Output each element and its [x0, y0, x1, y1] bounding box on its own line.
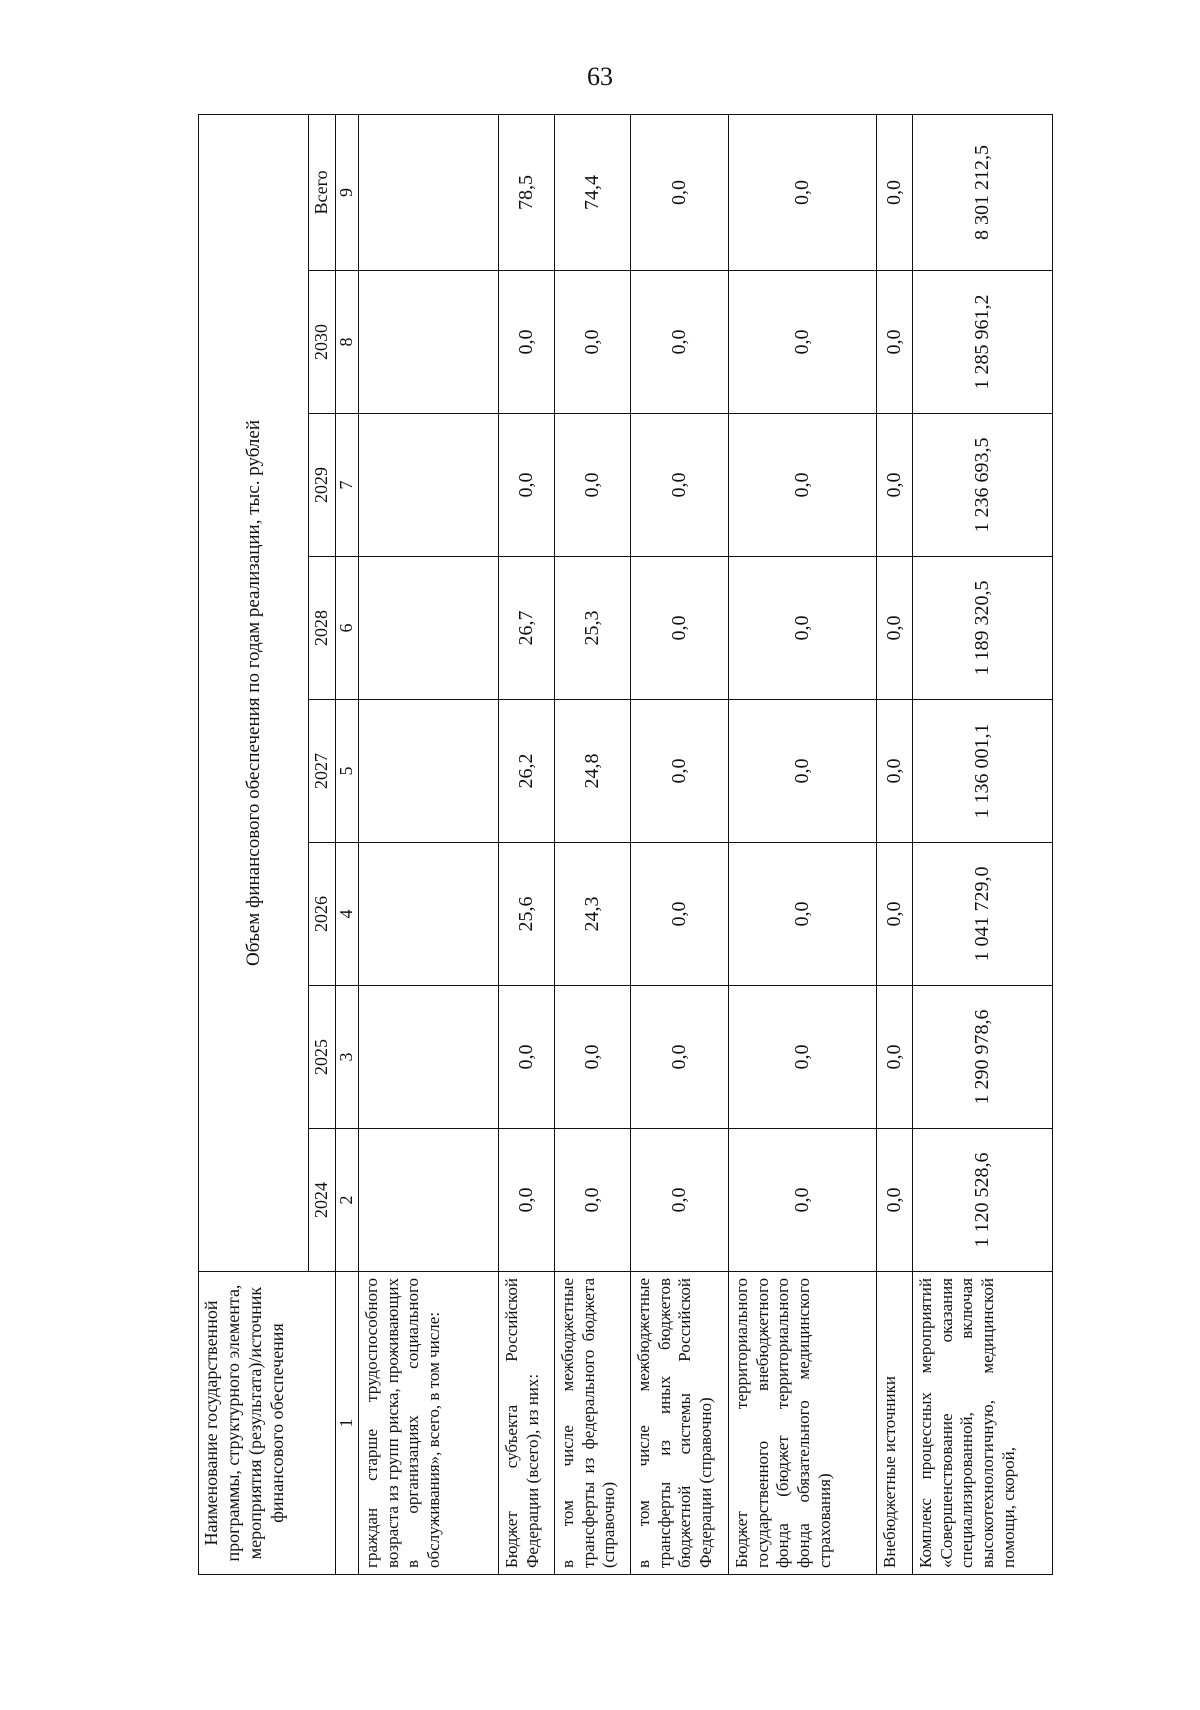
- row-value: 0,0: [876, 114, 912, 270]
- row-value: 0,0: [728, 986, 876, 1129]
- table-row: [554, 114, 630, 1574]
- header-name-column: Наименование государственной программы, структурного элемента, мероприятия (результата)/источник финансового обеспечения: [199, 1272, 336, 1575]
- column-number: 2: [335, 1129, 358, 1272]
- row-value: 0,0: [554, 986, 630, 1129]
- row-value: 0,0: [498, 271, 554, 414]
- header-year: 2025: [309, 986, 336, 1129]
- header-year: 2026: [309, 843, 336, 986]
- row-value: 1 285 961,2: [912, 271, 1052, 414]
- row-value: [358, 1129, 498, 1272]
- row-name: в том числе межбюджетные трансферты из федерального бюджета (справочно): [554, 1272, 630, 1575]
- header-year: 2027: [309, 700, 336, 843]
- row-value: 0,0: [630, 271, 728, 414]
- row-value: 0,0: [554, 414, 630, 557]
- row-value: [358, 843, 498, 986]
- row-value: [358, 271, 498, 414]
- row-value: 0,0: [498, 1129, 554, 1272]
- table-row: [876, 114, 912, 1574]
- row-value: 8 301 212,5: [912, 114, 1052, 270]
- row-value: 1 136 001,1: [912, 700, 1052, 843]
- header-financing-group: Объем финансового обеспечения по годам реализации, тыс. рублей: [199, 114, 309, 1271]
- column-number: 7: [335, 414, 358, 557]
- row-value: 0,0: [876, 271, 912, 414]
- row-value: 0,0: [876, 1129, 912, 1272]
- row-value: 0,0: [728, 1129, 876, 1272]
- row-value: 0,0: [630, 843, 728, 986]
- row-name: Внебюджетные источники: [876, 1272, 912, 1575]
- header-row-numbers: [335, 114, 358, 1574]
- row-value: 26,7: [498, 557, 554, 700]
- row-value: 24,3: [554, 843, 630, 986]
- row-value: [358, 700, 498, 843]
- column-number: 6: [335, 557, 358, 700]
- rotated-table-container: [198, 115, 1048, 1575]
- column-number: 5: [335, 700, 358, 843]
- row-value: 1 236 693,5: [912, 414, 1052, 557]
- row-value: 0,0: [630, 700, 728, 843]
- row-value: 0,0: [630, 557, 728, 700]
- row-name: Комплекс процессных мероприятий «Совершенствование оказания специализированной, включая высокотехнологичную, медицинской помощи, скорой,: [912, 1272, 1052, 1575]
- header-total: Всего: [309, 114, 336, 270]
- row-value: [358, 986, 498, 1129]
- row-value: 1 120 528,6: [912, 1129, 1052, 1272]
- row-value: 25,3: [554, 557, 630, 700]
- row-value: 0,0: [728, 414, 876, 557]
- table-row: [912, 114, 1052, 1574]
- table-row: [728, 114, 876, 1574]
- row-name: граждан старше трудоспособного возраста из групп риска, проживающих в организациях социального обслуживания», всего, в том числе:: [358, 1272, 498, 1575]
- row-value: 0,0: [630, 1129, 728, 1272]
- row-value: 0,0: [876, 414, 912, 557]
- column-number: 8: [335, 271, 358, 414]
- row-value: 0,0: [728, 700, 876, 843]
- row-value: 0,0: [630, 414, 728, 557]
- table-row: [630, 114, 728, 1574]
- row-value: 0,0: [876, 843, 912, 986]
- row-value: [358, 414, 498, 557]
- header-year: 2030: [309, 271, 336, 414]
- row-name: в том числе межбюджетные трансферты из иных бюджетов бюджетной системы Российской Федерации (справочно): [630, 1272, 728, 1575]
- row-value: 0,0: [876, 700, 912, 843]
- header-year: 2028: [309, 557, 336, 700]
- row-value: 0,0: [554, 271, 630, 414]
- row-value: 78,5: [498, 114, 554, 270]
- row-value: 0,0: [498, 414, 554, 557]
- page-number: 63: [587, 62, 613, 91]
- column-number: 4: [335, 843, 358, 986]
- row-value: 0,0: [728, 843, 876, 986]
- row-value: 1 290 978,6: [912, 986, 1052, 1129]
- header-year: 2024: [309, 1129, 336, 1272]
- row-name: Бюджет субъекта Российской Федерации (всего), из них:: [498, 1272, 554, 1575]
- column-number: 9: [335, 114, 358, 270]
- header-year: 2029: [309, 414, 336, 557]
- column-number: 3: [335, 986, 358, 1129]
- row-value: 0,0: [728, 114, 876, 270]
- financing-table: [198, 114, 1053, 1575]
- row-value: [358, 557, 498, 700]
- row-value: 25,6: [498, 843, 554, 986]
- row-value: 0,0: [554, 1129, 630, 1272]
- row-value: 1 041 729,0: [912, 843, 1052, 986]
- row-value: 0,0: [498, 986, 554, 1129]
- row-value: 24,8: [554, 700, 630, 843]
- header-row-group: [199, 114, 309, 1574]
- row-value: 0,0: [876, 986, 912, 1129]
- column-number: 1: [335, 1272, 358, 1575]
- row-value: 0,0: [728, 271, 876, 414]
- row-name: Бюджет территориального государственного внебюджетного фонда (бюджет территориального фонда обязательного медицинского страхования): [728, 1272, 876, 1575]
- row-value: 0,0: [728, 557, 876, 700]
- row-value: [358, 114, 498, 270]
- row-value: 0,0: [630, 986, 728, 1129]
- row-value: 74,4: [554, 114, 630, 270]
- row-value: 0,0: [630, 114, 728, 270]
- table-row: [498, 114, 554, 1574]
- table-row: [358, 114, 498, 1574]
- row-value: 26,2: [498, 700, 554, 843]
- row-value: 1 189 320,5: [912, 557, 1052, 700]
- row-value: 0,0: [876, 557, 912, 700]
